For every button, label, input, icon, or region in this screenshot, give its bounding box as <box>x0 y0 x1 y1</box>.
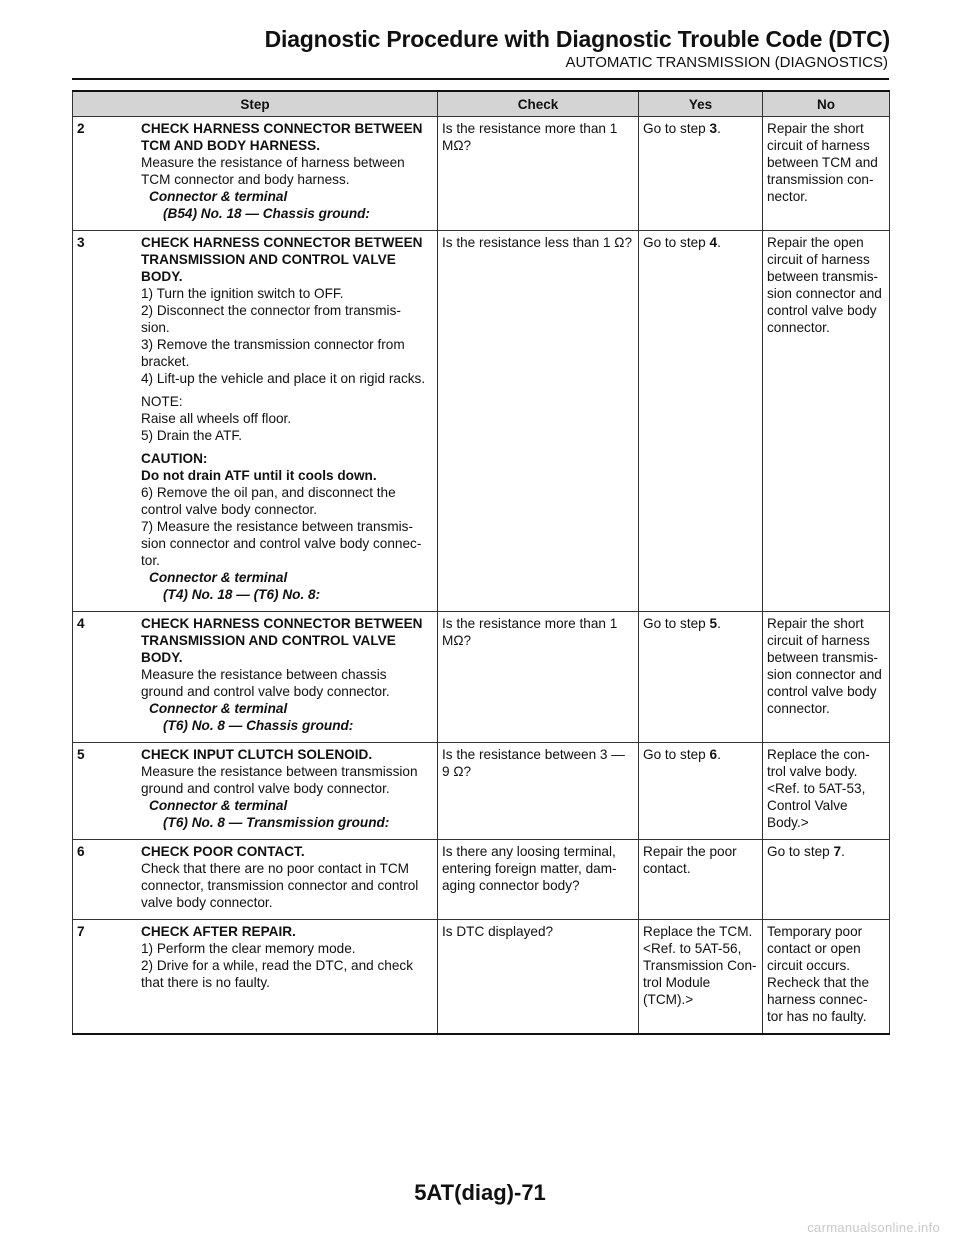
table-row <box>73 231 890 612</box>
page-header <box>0 0 960 84</box>
table-row <box>73 117 890 231</box>
check-cell: Is the resistance between 3 — 9 Ω? <box>438 743 639 840</box>
no-cell: Repair the open circuit of harness between transmis- sion connector and control valve body connector. <box>763 231 890 612</box>
step-number: 3 <box>77 235 85 250</box>
step-number: 7 <box>77 924 85 939</box>
yes-text: Go to step <box>643 235 710 250</box>
substep: 2) Drive for a while, read the DTC, and check that there is no faulty. <box>141 958 413 990</box>
connector-terminal-label: Connector & terminal <box>149 189 288 204</box>
step-title: CHECK POOR CONTACT. <box>141 844 305 859</box>
no-step-ref: 7 <box>833 844 842 859</box>
step-number: 4 <box>77 616 85 631</box>
no-text: Go to step <box>767 844 834 859</box>
column-header-step: Step <box>73 91 438 117</box>
section-title: AUTOMATIC TRANSMISSION (DIAGNOSTICS) <box>565 54 888 71</box>
step-cell <box>73 117 438 231</box>
yes-cell <box>639 743 763 840</box>
yes-punct: . <box>717 616 721 631</box>
table-row <box>73 840 890 920</box>
step-number: 5 <box>77 747 85 762</box>
no-punct: . <box>841 844 845 859</box>
substep: 4) Lift-up the vehicle and place it on rigid racks. <box>141 371 426 386</box>
check-cell: Is the resistance more than 1 MΩ? <box>438 612 639 743</box>
step-number: 2 <box>77 121 85 136</box>
yes-step-ref: 3 <box>709 121 718 136</box>
step-title: CHECK AFTER REPAIR. <box>141 924 296 939</box>
step-title: CHECK HARNESS CONNECTOR BETWEEN TCM AND BODY HARNESS. <box>141 121 423 153</box>
connector-terminal-label: Connector & terminal <box>149 701 288 716</box>
no-cell: Repair the short circuit of harness between TCM and transmission con- nector. <box>763 117 890 231</box>
no-cell <box>763 840 890 920</box>
step-title: CHECK INPUT CLUTCH SOLENOID. <box>141 747 373 762</box>
step-cell <box>73 920 438 1035</box>
substep: 1) Turn the ignition switch to OFF. <box>141 286 344 301</box>
caution-text: Do not drain ATF until it cools down. <box>141 468 377 483</box>
note-text: Raise all wheels off floor. <box>141 411 292 426</box>
connector-terminal-label: Connector & terminal <box>149 798 288 813</box>
yes-text: Go to step <box>643 121 710 136</box>
step-title: CHECK HARNESS CONNECTOR BETWEEN TRANSMISSION AND CONTROL VALVE BODY. <box>141 235 423 284</box>
no-cell: Temporary poor contact or open circuit occurs. Recheck that the harness connec- tor has no faulty. <box>763 920 890 1035</box>
yes-text: Go to step <box>643 747 710 762</box>
step-description: Measure the resistance between transmission ground and control valve body connector. <box>141 764 418 796</box>
connector-terminal-value: (T6) No. 8 — Transmission ground: <box>163 815 390 830</box>
step-cell <box>73 612 438 743</box>
yes-step-ref: 5 <box>709 616 718 631</box>
step-number: 6 <box>77 844 85 859</box>
yes-cell: Repair the poor contact. <box>639 840 763 920</box>
yes-punct: . <box>717 121 721 136</box>
column-header-yes: Yes <box>639 91 763 117</box>
caution-label: CAUTION: <box>141 451 208 466</box>
substep: 1) Perform the clear memory mode. <box>141 941 356 956</box>
watermark: carmanualsonline.info <box>807 1220 940 1235</box>
table-header-row <box>73 91 890 117</box>
header-rule <box>72 78 889 80</box>
yes-text: Go to step <box>643 616 710 631</box>
step-description: Measure the resistance of harness between TCM connector and body harness. <box>141 155 405 187</box>
yes-cell <box>639 231 763 612</box>
note-label: NOTE: <box>141 394 183 409</box>
yes-punct: . <box>717 235 721 250</box>
step-cell <box>73 840 438 920</box>
column-header-no: No <box>763 91 890 117</box>
substep: 2) Disconnect the connector from transmis- sion. <box>141 303 401 335</box>
check-cell: Is there any loosing terminal, entering foreign matter, dam- aging connector body? <box>438 840 639 920</box>
substep: 3) Remove the transmission connector from bracket. <box>141 337 405 369</box>
page-title: Diagnostic Procedure with Diagnostic Trouble Code (DTC) <box>264 26 890 52</box>
procedure-table <box>72 90 890 1035</box>
check-cell: Is DTC displayed? <box>438 920 639 1035</box>
yes-step-ref: 4 <box>709 235 718 250</box>
table-row <box>73 612 890 743</box>
table-row <box>73 920 890 1035</box>
check-cell: Is the resistance more than 1 MΩ? <box>438 117 639 231</box>
connector-terminal-value: (T6) No. 8 — Chassis ground: <box>163 718 354 733</box>
step-description: Check that there are no poor contact in TCM connector, transmission connector and control valve body connector. <box>141 861 419 910</box>
yes-punct: . <box>717 747 721 762</box>
step-cell <box>73 231 438 612</box>
yes-cell: Replace the TCM. <Ref. to 5AT-56, Transmission Con- trol Module (TCM).> <box>639 920 763 1035</box>
step-title: CHECK HARNESS CONNECTOR BETWEEN TRANSMISSION AND CONTROL VALVE BODY. <box>141 616 423 665</box>
connector-terminal-label: Connector & terminal <box>149 570 288 585</box>
connector-terminal-value: (T4) No. 18 — (T6) No. 8: <box>163 587 321 602</box>
yes-cell <box>639 612 763 743</box>
substep: 5) Drain the ATF. <box>141 428 242 443</box>
yes-cell <box>639 117 763 231</box>
yes-step-ref: 6 <box>709 747 718 762</box>
check-cell: Is the resistance less than 1 Ω? <box>438 231 639 612</box>
connector-terminal-value: (B54) No. 18 — Chassis ground: <box>163 206 370 221</box>
page-number: 5AT(diag)-71 <box>414 1180 546 1205</box>
step-cell <box>73 743 438 840</box>
no-cell: Replace the con- trol valve body. <Ref. to 5AT-53, Control Valve Body.> <box>763 743 890 840</box>
substep: 7) Measure the resistance between transmis- sion connector and control valve body connec- tor. <box>141 519 422 568</box>
step-description: Measure the resistance between chassis ground and control valve body connector. <box>141 667 390 699</box>
no-cell: Repair the short circuit of harness between transmis- sion connector and control valve body connector. <box>763 612 890 743</box>
column-header-check: Check <box>438 91 639 117</box>
table-row <box>73 743 890 840</box>
substep: 6) Remove the oil pan, and disconnect the control valve body connector. <box>141 485 396 517</box>
